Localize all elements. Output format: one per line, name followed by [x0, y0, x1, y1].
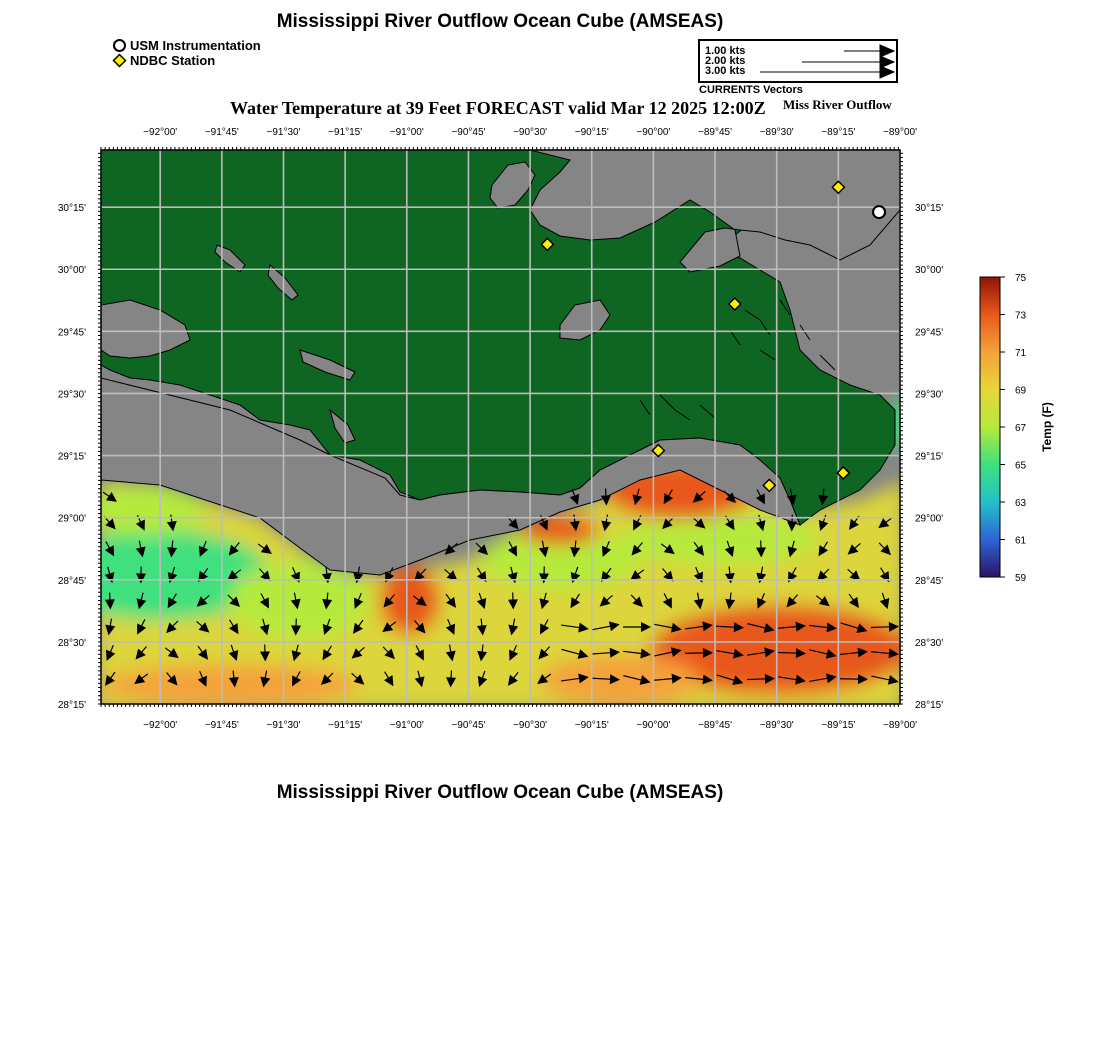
lon-label-bottom: −89°00': [883, 720, 917, 731]
lat-label-right: 29°30': [915, 389, 944, 401]
lon-label-top: −90°00': [636, 127, 671, 138]
lon-label-top: −90°30': [513, 127, 548, 138]
lon-label-bottom: −90°00': [636, 720, 671, 731]
lon-label-bottom: −90°15': [574, 720, 609, 731]
map-area: [50, 150, 912, 710]
lon-label-bottom: −91°45': [204, 720, 239, 731]
lat-label-left: 28°30': [57, 637, 86, 649]
lat-label-left: 29°45': [57, 327, 86, 339]
lat-label-right: 29°00': [915, 513, 944, 525]
lat-label-right: 28°15': [915, 700, 944, 711]
colorbar-tick-label: 75: [1015, 273, 1027, 284]
colorbar-tick-label: 67: [1015, 423, 1027, 434]
vector-legend-1kts: 1.00 kts: [705, 45, 746, 57]
lon-label-top: −91°45': [204, 127, 239, 138]
lon-label-top: −91°00': [389, 127, 424, 138]
lon-label-bottom: −89°30': [759, 720, 794, 731]
lat-label-left: 28°15': [57, 700, 86, 711]
lon-label-bottom: −90°30': [513, 720, 548, 731]
lon-label-bottom: −91°30': [266, 720, 301, 731]
region-label: Miss River Outflow: [783, 97, 892, 112]
vector-legend-2kts: 2.00 kts: [705, 55, 746, 67]
colorbar-tick-label: 71: [1015, 348, 1027, 359]
lon-label-top: −91°30': [266, 127, 301, 138]
lat-label-left: 29°15': [57, 451, 86, 463]
colorbar-tick-label: 59: [1015, 573, 1027, 584]
map-title: Mississippi River Outflow Ocean Cube (AMSEAS): [276, 11, 724, 32]
lat-labels-right: [915, 203, 943, 711]
colorbar-title: Temp (F): [1040, 402, 1054, 452]
lon-label-bottom: −91°15': [328, 720, 363, 731]
lon-label-top: −92°00': [143, 127, 178, 138]
lon-label-bottom: −92°00': [143, 720, 178, 731]
lat-label-right: 29°45': [915, 327, 944, 339]
lat-label-right: 28°45': [915, 575, 944, 587]
lon-label-top: −90°15': [574, 127, 609, 138]
lon-label-bottom: −89°15': [821, 720, 856, 731]
lon-labels-bottom: [143, 720, 917, 731]
lat-label-right: 30°00': [915, 265, 944, 277]
temperature-colorbar: [960, 265, 1070, 595]
map-subtitle: Water Temperature at 39 Feet FORECAST valid Mar 12 2025 12:00Z: [230, 98, 766, 118]
lon-label-top: −89°15': [821, 127, 856, 138]
lon-label-top: −91°15': [328, 127, 363, 138]
lat-label-left: 29°00': [57, 513, 86, 525]
usm-instrumentation-marker: [873, 206, 885, 218]
legend-usm-label: USM Instrumentation: [130, 38, 261, 53]
lat-label-left: 29°30': [57, 389, 86, 401]
colorbar-tick-label: 63: [1015, 498, 1027, 509]
lat-label-left: 30°00': [57, 265, 86, 277]
colorbar-gradient: [980, 277, 1000, 577]
lat-label-right: 28°30': [915, 637, 944, 649]
vector-legend-caption: CURRENTS Vectors: [699, 84, 803, 96]
lon-label-bottom: −91°00': [389, 720, 424, 731]
colorbar-tick-label: 61: [1015, 535, 1027, 547]
colorbar-tick-label: 69: [1015, 385, 1027, 397]
lon-labels-top: [143, 127, 917, 138]
lat-label-right: 29°15': [915, 451, 944, 463]
colorbar-tick-label: 73: [1015, 310, 1027, 322]
footer-title: Mississippi River Outflow Ocean Cube (AMSEAS): [276, 782, 724, 803]
lat-label-left: 28°45': [57, 575, 86, 587]
lon-label-top: −89°00': [883, 127, 917, 138]
colorbar-tick-label: 65: [1015, 460, 1027, 472]
lon-label-top: −89°45': [698, 127, 733, 138]
lon-label-bottom: −90°45': [451, 720, 486, 731]
lat-label-right: 30°15': [915, 203, 944, 215]
lon-label-top: −89°30': [759, 127, 794, 138]
colorbar-ticks: [1000, 273, 1027, 584]
lon-label-bottom: −89°45': [698, 720, 733, 731]
lat-labels-left: [58, 203, 86, 711]
lon-label-top: −90°45': [451, 127, 486, 138]
legend-ndbc-label: NDBC Station: [130, 53, 216, 68]
vector-legend-3kts: 3.00 kts: [705, 65, 746, 77]
lat-label-left: 30°15': [57, 203, 86, 215]
